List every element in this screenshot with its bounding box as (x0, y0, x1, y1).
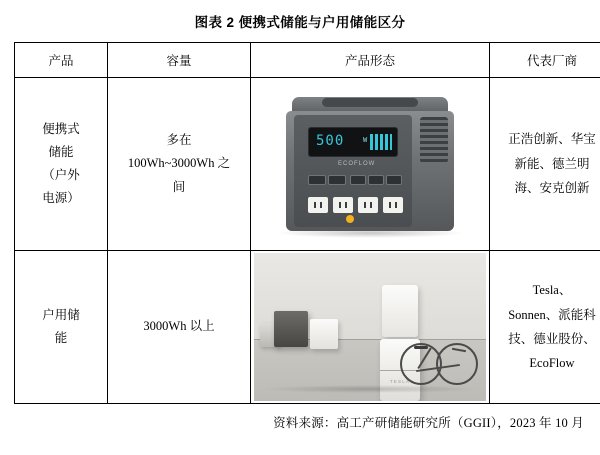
capacity-line: 多在 (111, 129, 247, 152)
column-header-capacity: 容量 (108, 43, 251, 78)
power-indicator-light (346, 215, 354, 223)
capacity-text-portable (111, 129, 247, 198)
display-value: 500 (316, 132, 344, 150)
usb-port (308, 175, 326, 185)
figure-title: 图表 2 便携式储能与户用储能区分 (14, 11, 586, 31)
battery-level-bars (370, 134, 392, 150)
product-name-home (18, 304, 104, 350)
cell-form-portable (251, 78, 490, 251)
product-photo-background (254, 80, 486, 248)
vendor-line: 海、安克创新 (493, 176, 600, 200)
product-line: 电源） (18, 187, 104, 210)
power-station-front-panel (294, 115, 412, 227)
product-line: （户外 (18, 164, 104, 187)
portable-power-station-photo (254, 80, 486, 248)
brand-label: ECOFLOW (338, 161, 375, 167)
comparison-table (14, 42, 600, 404)
power-station-body (286, 97, 454, 231)
cell-capacity-home (108, 251, 251, 404)
cell-vendor-home (490, 251, 600, 404)
vendor-line: 技、德业股份、 (493, 327, 600, 351)
cell-product-portable (15, 78, 108, 251)
vendor-line: EcoFlow (493, 351, 600, 375)
cell-capacity-portable (108, 78, 251, 251)
display-unit: W (363, 136, 367, 144)
cell-form-home (251, 251, 490, 404)
usb-c-port (368, 175, 384, 185)
usb-c-port (350, 175, 366, 185)
vent-grille (420, 117, 448, 163)
product-name-portable (18, 118, 104, 211)
capacity-line: 100Wh~3000Wh 之 (111, 152, 247, 175)
product-line: 能 (18, 327, 104, 350)
table-body (15, 78, 600, 404)
vendor-line: 新能、德兰明 (493, 152, 600, 176)
bicycle (400, 329, 478, 385)
vendor-line: Sonnen、派能科 (493, 303, 600, 327)
vendor-list-portable (493, 127, 600, 200)
product-line: 储能 (18, 141, 104, 164)
table-row (15, 78, 600, 251)
cell-vendor-portable (490, 78, 600, 251)
bicycle-seat (414, 346, 428, 349)
document-page (0, 11, 600, 455)
vendor-line: 正浩创新、华宝 (493, 127, 600, 151)
column-header-form: 产品形态 (251, 43, 490, 78)
table-row (15, 251, 600, 404)
column-header-product: 产品 (15, 43, 108, 78)
ac-outlet (358, 197, 378, 213)
ac-outlet (333, 197, 353, 213)
capacity-text-home (111, 315, 247, 338)
port-row (308, 175, 402, 189)
equipment-box-dark (274, 311, 308, 347)
home-photo-background (254, 253, 486, 401)
column-header-vendor: 代表厂商 (490, 43, 600, 78)
product-line: 便携式 (18, 118, 104, 141)
display-screen (308, 127, 398, 157)
capacity-line: 3000Wh 以上 (111, 315, 247, 338)
power-station-chassis (286, 111, 454, 231)
ac-outlet (308, 197, 328, 213)
usb-port (328, 175, 346, 185)
ac-outlet-row (308, 197, 404, 217)
capacity-line: 间 (111, 176, 247, 199)
ac-outlet (383, 197, 403, 213)
floor-shadow (264, 385, 476, 393)
dc-port (386, 175, 402, 185)
vendor-list-home (493, 278, 600, 376)
cell-product-home (15, 251, 108, 404)
source-note: 资料来源：高工产研储能研究所（GGII），2023 年 10 月 (14, 413, 586, 431)
equipment-box-white (310, 319, 338, 349)
home-energy-storage-photo (254, 253, 486, 401)
product-line: 户用储 (18, 304, 104, 327)
battery-brand-label: TESLA (380, 379, 420, 384)
vendor-line: Tesla、 (493, 278, 600, 302)
carry-handle (322, 98, 418, 107)
table-header-row (15, 43, 600, 78)
table-header (15, 43, 600, 78)
